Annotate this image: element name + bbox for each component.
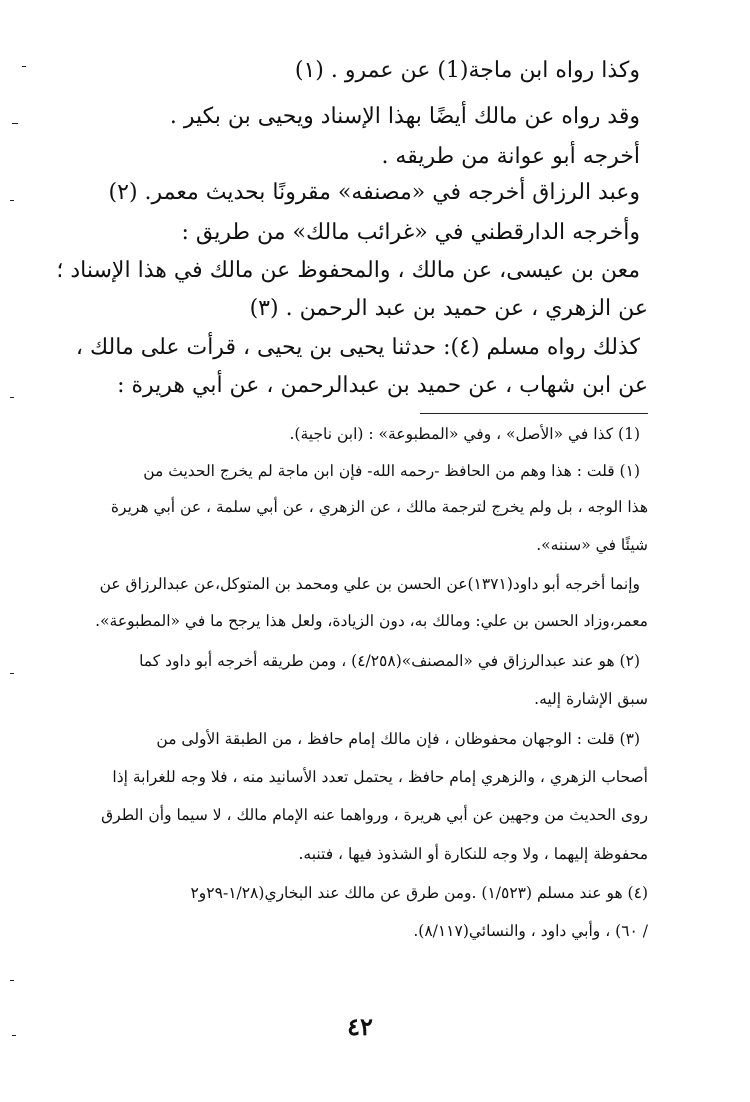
scan-mark: [10, 397, 14, 398]
body-line: عن الزهري ، عن حميد بن عبد الرحمن . (٣): [249, 296, 648, 321]
scan-mark: [10, 673, 14, 674]
footnote-line: سبق الإشارة إليه.: [534, 690, 648, 708]
scan-mark: [10, 200, 14, 201]
footnote-line: روى الحديث من وجهين عن أبي هريرة ، ورواهما عنه الإمام مالك ، لا سيما وأن الطرق: [101, 806, 648, 824]
body-line: وأخرجه الدارقطني في «غرائب مالك» من طريق :: [181, 220, 640, 245]
footnote-line: هذا الوجه ، بل ولم يخرج لترجمة مالك ، عن الزهري ، عن أبي سلمة ، عن أبي هريرة: [110, 498, 648, 516]
body-line: وكذا رواه ابن ماجة(1) عن عمرو . (١): [294, 58, 640, 83]
footnote-line: محفوظة إليهما ، ولا وجه للنكارة أو الشذوذ فيها ، فتنبه.: [298, 845, 648, 863]
footnote-line: (1) كذا في «الأصل» ، وفي «المطبوعة» : (ابن ناجية).: [289, 425, 640, 443]
scan-mark: [12, 1035, 16, 1036]
page-number: ٤٢: [347, 1012, 373, 1041]
scan-mark: [22, 66, 26, 67]
body-line: أخرجه أبو عوانة من طريقه .: [381, 144, 640, 169]
footnote-separator: [420, 413, 648, 414]
body-line: كذلك رواه مسلم (٤): حدثنا يحيى بن يحيى ، قرأت على مالك ،: [75, 335, 640, 360]
footnote-line: معمر،وزاد الحسن بن علي: ومالك به، دون الزيادة، ولعل هذا يرجح ما في «المطبوعة».: [95, 612, 648, 630]
body-line: وعبد الرزاق أخرجه في «مصنفه» مقرونًا بحديث معمر. (٢): [108, 180, 640, 205]
footnote-line: (٣) قلت : الوجهان محفوظان ، فإن مالك إمام حافظ ، من الطبقة الأولى من: [156, 730, 640, 748]
footnote-line: وإنما أخرجه أبو داود(١٣٧١)عن الحسن بن علي ومحمد بن المتوكل،عن عبدالرزاق عن: [99, 575, 640, 593]
footnote-line: (٤) هو عند مسلم (١/٥٢٣) .ومن طرق عن مالك عند البخاري(١/٢٨-٢٩و٢: [190, 884, 648, 902]
footnote-line: (١) قلت : هذا وهم من الحافظ -رحمه الله- فإن ابن ماجة لم يخرج الحديث من: [143, 462, 640, 480]
body-line: عن ابن شهاب ، عن حميد بن عبدالرحمن ، عن أبي هريرة :: [117, 373, 648, 398]
footnote-line: شيئًا في «سننه».: [536, 536, 648, 554]
scan-mark: [12, 123, 18, 124]
footnote-line: أصحاب الزهري ، والزهري إمام حافظ ، يحتمل تعدد الأسانيد منه ، فلا وجه للغرابة إذا: [112, 768, 648, 786]
footnote-line: (٢) هو عند عبدالرزاق في «المصنف»(٤/٢٥٨) ، ومن طريقه أخرجه أبو داود كما: [139, 652, 640, 670]
body-line: وقد رواه عن مالك أيضًا بهذا الإسناد ويحيى بن بكير .: [169, 104, 640, 129]
body-line: معن بن عيسى، عن مالك ، والمحفوظ عن مالك في هذا الإسناد ؛: [56, 258, 640, 283]
footnote-line: / ٦٠) ، وأبي داود ، والنسائي(٨/١١٧).: [413, 922, 648, 940]
scan-mark: [10, 980, 14, 981]
